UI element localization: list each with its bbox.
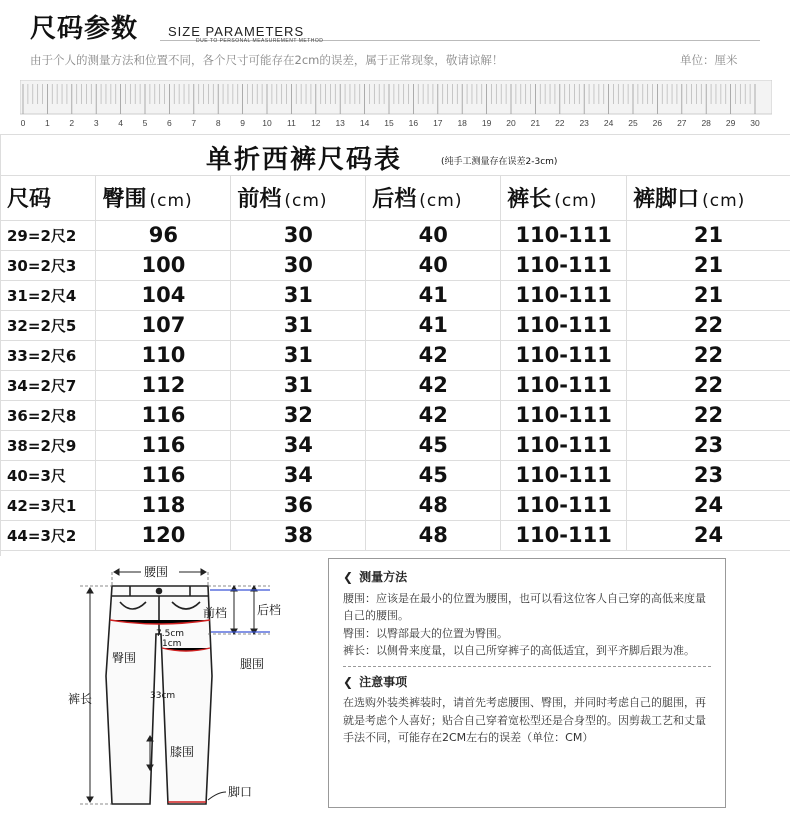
hip-label: 臀围 [112, 651, 137, 665]
knee-label: 膝围 [170, 745, 195, 759]
measure-cell: 110-111 [501, 280, 627, 310]
column-header-unit: (cm) [554, 191, 598, 212]
ruler-label: 17 [433, 118, 443, 128]
knee-height-label: 33cm [150, 691, 176, 701]
column-header-unit: (cm) [702, 191, 746, 212]
measure-cell: 110-111 [501, 400, 627, 430]
size-cell: 32=2尺5 [1, 310, 96, 340]
notice-heading [343, 674, 711, 692]
measure-cell: 104 [96, 280, 231, 310]
section-title-en: SIZE PARAMETERS [168, 24, 305, 39]
measure-cell: 32 [231, 400, 366, 430]
measure-cell: 23 [627, 430, 790, 460]
measure-cell: 110-111 [501, 310, 627, 340]
table-row [1, 220, 790, 250]
ruler-label: 8 [215, 118, 221, 128]
ruler-label: 29 [725, 118, 736, 128]
table-title: 单折西裤尺码表 [206, 145, 403, 175]
hem-label: 脚口 [228, 785, 253, 799]
column-header [501, 176, 627, 220]
column-header-label: 裤长 [507, 187, 552, 213]
measure-cell: 34 [231, 430, 366, 460]
front-rise-label: 前档 [203, 606, 228, 620]
measure-length-text: 裤长：以侧骨来度量，以自己所穿裤子的高低适宜，到平齐脚后跟为准。 [343, 644, 695, 657]
ruler-label: 6 [167, 118, 172, 128]
ruler-label: 23 [579, 118, 589, 128]
size-parameters-header [0, 0, 790, 135]
measure-cell: 116 [96, 460, 231, 490]
ruler-label: 22 [555, 118, 565, 128]
table-row [1, 370, 790, 400]
ruler-body [20, 80, 772, 114]
pants-measurement-diagram [40, 556, 300, 820]
table-row [1, 400, 790, 430]
column-header-label: 后档 [372, 187, 417, 213]
measure-cell: 45 [366, 460, 501, 490]
unit-label: 单位：厘米 [680, 53, 738, 67]
measure-cell: 110-111 [501, 340, 627, 370]
measure-cell: 120 [96, 520, 231, 550]
ruler-label: 2 [69, 118, 75, 128]
ruler-label: 15 [384, 118, 394, 128]
notice-text: 在选购外装类裤装时，请首先考虑腰围、臀围，并同时考虑自己的腿围，再就是考虑个人喜好；贴合自己穿着宽松型还是合身型的。因剪裁工艺和丈量手法不同，可能存在2CM左右的误差（单位：CM） [343, 696, 706, 744]
measure-cell: 41 [366, 280, 501, 310]
chevron-left-icon: ❮ [343, 674, 354, 689]
measure-cell: 110-111 [501, 250, 627, 280]
column-header [627, 176, 790, 220]
ruler-label: 9 [240, 118, 245, 128]
measure-cell: 38 [231, 520, 366, 550]
measure-method-title: 测量方法 [359, 570, 408, 584]
measure-cell: 31 [231, 310, 366, 340]
table-note: (纯手工测量存在误差2-3cm) [441, 157, 558, 167]
measure-waist-text: 腰围：应该是在最小的位置为腰围，也可以看这位客人自己穿的高低来度量自己的腰围。 [343, 591, 706, 622]
size-cell: 40=3尺 [1, 460, 96, 490]
size-cell: 29=2尺2 [1, 220, 96, 250]
measure-cell: 41 [366, 310, 501, 340]
table-row [1, 430, 790, 460]
ruler-label: 5 [142, 118, 148, 128]
measure-cell: 116 [96, 400, 231, 430]
size-cell: 31=2尺4 [1, 280, 96, 310]
chevron-left-icon: ❮ [343, 570, 354, 584]
measure-cell: 40 [366, 250, 501, 280]
size-cell: 30=2尺3 [1, 250, 96, 280]
ruler-label: 27 [677, 118, 687, 128]
measure-cell: 96 [96, 220, 231, 250]
column-header-unit: (cm) [419, 191, 463, 212]
measure-cell: 107 [96, 310, 231, 340]
ruler-label: 7 [191, 118, 197, 128]
ruler-label: 4 [118, 118, 123, 128]
measure-cell: 23 [627, 460, 790, 490]
measure-cell: 31 [231, 340, 366, 370]
length-label: 裤长 [68, 692, 93, 706]
front-rise-arrow [231, 586, 237, 634]
section-title: 尺码参数 [30, 14, 139, 44]
table-row [1, 460, 790, 490]
ruler-label: 18 [457, 118, 467, 128]
column-header-unit: (cm) [284, 191, 328, 212]
table-row [1, 490, 790, 520]
measure-cell: 30 [231, 220, 366, 250]
measure-cell: 22 [627, 370, 790, 400]
measure-cell: 45 [366, 430, 501, 460]
ruler-label: 24 [603, 118, 614, 128]
ruler-label: 16 [408, 118, 419, 128]
measure-cell: 110-111 [501, 370, 627, 400]
size-cell: 33=2尺6 [1, 340, 96, 370]
ruler-label: 11 [286, 118, 296, 128]
measure-cell: 112 [96, 370, 231, 400]
measure-cell: 42 [366, 370, 501, 400]
ruler-label: 26 [652, 118, 663, 128]
table-header-row [1, 176, 790, 220]
size-cell: 44=3尺2 [1, 520, 96, 550]
back-rise-label: 后档 [257, 603, 282, 617]
table-row [1, 280, 790, 310]
column-header-label: 尺码 [7, 187, 52, 213]
size-table [1, 176, 790, 551]
ruler-label: 19 [481, 118, 492, 128]
measure-cell: 42 [366, 400, 501, 430]
measure-cell: 110-111 [501, 460, 627, 490]
ruler-label: 14 [359, 118, 370, 128]
measure-cell: 21 [627, 250, 790, 280]
waist-label: 腰围 [144, 565, 169, 579]
size-table-section [0, 134, 790, 556]
table-row [1, 340, 790, 370]
measure-cell: 42 [366, 340, 501, 370]
size-cell: 38=2尺9 [1, 430, 96, 460]
column-header [366, 176, 501, 220]
measure-cell: 21 [627, 280, 790, 310]
crotch-gap-label: 1cm [162, 639, 182, 649]
column-header [1, 176, 96, 220]
measure-cell: 110 [96, 340, 231, 370]
measure-cell: 34 [231, 460, 366, 490]
measure-cell: 110-111 [501, 220, 627, 250]
column-header-label: 臀围 [102, 187, 147, 213]
thigh-label: 腿围 [240, 657, 265, 671]
column-header-label: 前档 [237, 187, 282, 213]
hem-pointer [208, 792, 226, 800]
ruler [20, 80, 772, 132]
measure-cell: 24 [627, 490, 790, 520]
size-cell: 34=2尺7 [1, 370, 96, 400]
dashed-divider [343, 666, 711, 667]
table-body [1, 220, 790, 550]
measure-method-heading [343, 569, 711, 587]
measure-cell: 24 [627, 520, 790, 550]
measurement-info-panel [328, 558, 726, 808]
column-header [96, 176, 231, 220]
measure-cell: 110-111 [501, 490, 627, 520]
column-header-unit: (cm) [149, 191, 193, 212]
ruler-label: 25 [628, 118, 638, 128]
ruler-label: 30 [750, 118, 760, 128]
column-header-label: 裤脚口 [633, 187, 700, 213]
table-row [1, 250, 790, 280]
measure-cell: 22 [627, 310, 790, 340]
ruler-label: 3 [93, 118, 99, 128]
section-title-en-sub: DUE TO PERSONAL MEASUREMENT METHOD [196, 38, 324, 44]
measure-cell: 100 [96, 250, 231, 280]
measure-cell: 36 [231, 490, 366, 520]
size-cell: 36=2尺8 [1, 400, 96, 430]
measure-cell: 48 [366, 520, 501, 550]
measure-cell: 110-111 [501, 430, 627, 460]
ruler-label: 28 [701, 118, 711, 128]
measure-cell: 22 [627, 340, 790, 370]
ruler-label: 0 [20, 118, 26, 128]
ruler-label: 12 [311, 118, 321, 128]
measure-cell: 118 [96, 490, 231, 520]
measure-cell: 31 [231, 370, 366, 400]
measure-cell: 48 [366, 490, 501, 520]
ruler-label: 21 [530, 118, 541, 128]
column-header [231, 176, 366, 220]
size-cell: 42=3尺1 [1, 490, 96, 520]
measure-hip-text: 臀围：以臀部最大的位置为臀围。 [343, 626, 508, 640]
crotch-offset-label: 7.5cm [156, 629, 185, 639]
measurement-notice: 由于个人的测量方法和位置不同，各个尺寸可能存在2cm的误差，属于正常现象，敬请谅解！ [30, 53, 504, 67]
table-row [1, 310, 790, 340]
ruler-label: 1 [45, 118, 50, 128]
ruler-label: 20 [506, 118, 516, 128]
measure-cell: 30 [231, 250, 366, 280]
table-row [1, 520, 790, 550]
measure-cell: 31 [231, 280, 366, 310]
ruler-label: 10 [262, 118, 272, 128]
measure-cell: 22 [627, 400, 790, 430]
measure-cell: 116 [96, 430, 231, 460]
notice-title: 注意事项 [359, 674, 408, 689]
measure-cell: 40 [366, 220, 501, 250]
measure-cell: 110-111 [501, 520, 627, 550]
table-title-row [1, 134, 790, 176]
ruler-label: 13 [335, 118, 345, 128]
measure-cell: 21 [627, 220, 790, 250]
